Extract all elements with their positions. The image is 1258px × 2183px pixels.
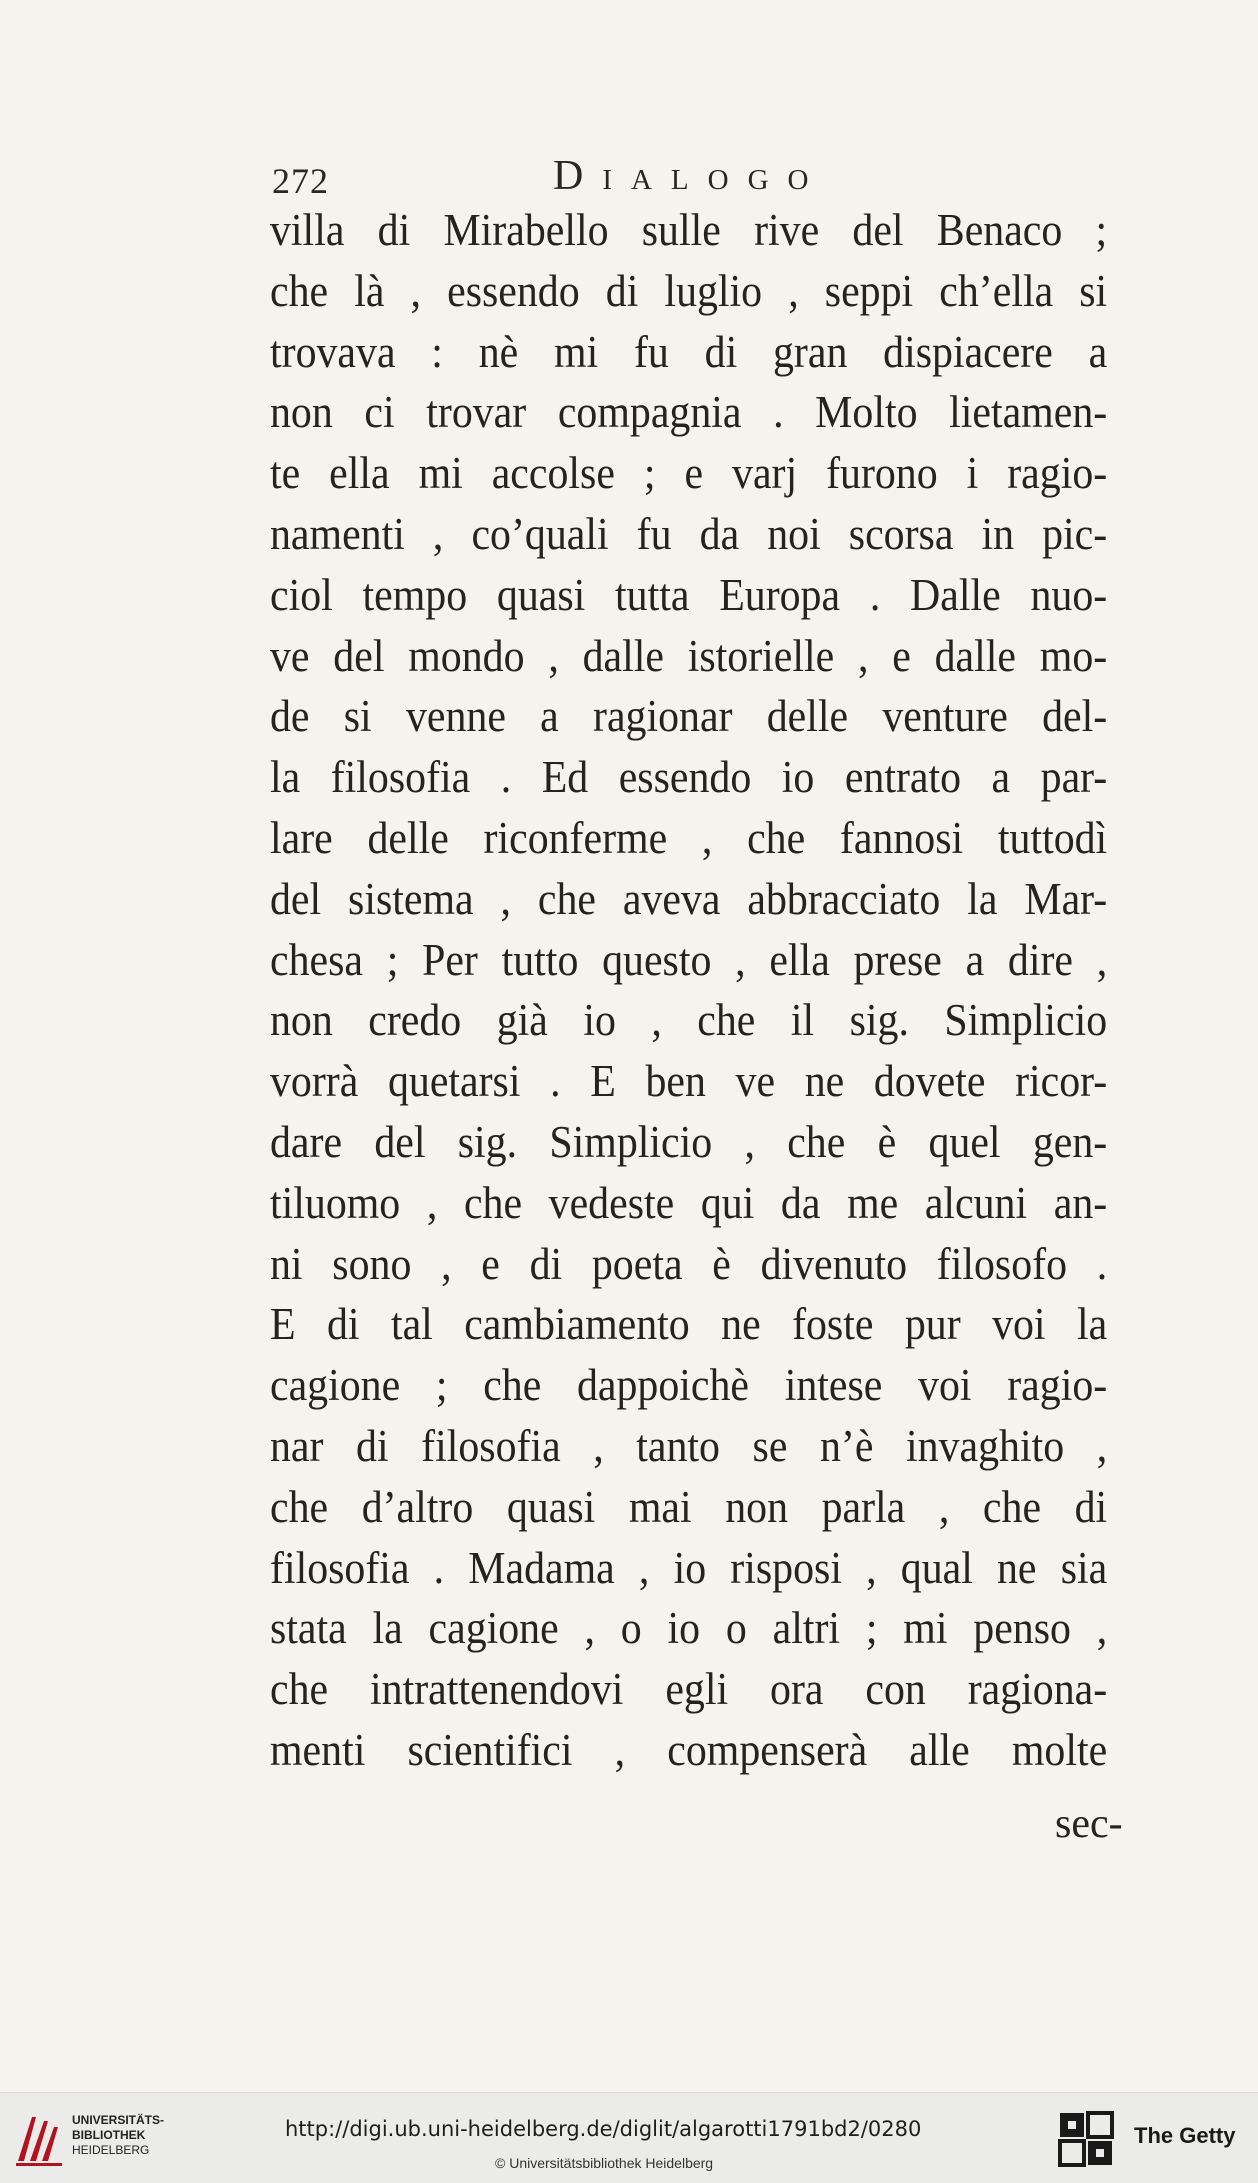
text-line: cagione ; che dappoichè intese voi ragio- [270, 1359, 1108, 1411]
body-text [270, 200, 1180, 1781]
copyright-notice: © Universitätsbibliothek Heidelberg [495, 2155, 714, 2171]
text-line: filosofia . Madama , io risposi , qual ne sia [270, 1541, 1108, 1593]
text-line: chesa ; Per tutto questo , ella prese a dire , [270, 933, 1108, 985]
text-line: E di tal cambiamento ne foste pur voi la [270, 1298, 1108, 1350]
text-line: namenti , co’quali fu da noi scorsa in pic- [270, 507, 1108, 559]
library-name [72, 2113, 164, 2158]
library-name-line: BIBLIOTHEK [72, 2128, 146, 2142]
text-line: stata la cagione , o io o altri ; mi penso , [270, 1602, 1108, 1654]
page-number: 272 [272, 161, 329, 201]
text-line: nar di filosofia , tanto se n’è invaghito , [270, 1419, 1108, 1471]
text-line: ni sono , e di poeta è divenuto filosofo . [270, 1237, 1108, 1289]
text-line: te ella mi accolse ; e varj furono i ragio- [270, 447, 1108, 499]
text-line: non credo già io , che il sig. Simplicio [270, 994, 1108, 1046]
getty-logo-icon[interactable] [1058, 2111, 1114, 2167]
text-line: la filosofia . Ed essendo io entrato a par- [270, 751, 1108, 803]
library-name-line: UNIVERSITÄTS- [72, 2113, 165, 2127]
text-line: tiluomo , che vedeste qui da me alcuni an- [270, 1176, 1108, 1228]
running-title: Dialogo [553, 153, 828, 199]
text-line: dare del sig. Simplicio , che è quel gen- [270, 1115, 1108, 1167]
text-line: menti scientifici , compenserà alle molte [270, 1723, 1108, 1775]
footer-bar [0, 2092, 1258, 2183]
text-line: vorrà quetarsi . E ben ve ne dovete ricor- [270, 1055, 1108, 1107]
text-line: villa di Mirabello sulle rive del Benaco ; [270, 204, 1108, 255]
text-line: trovava : nè mi fu di gran dispiacere a [270, 325, 1108, 377]
text-line: che là , essendo di luglio , seppi ch’ella si [270, 264, 1108, 316]
text-line: ve del mondo , dalle istorielle , e dalle mo- [270, 629, 1108, 681]
partner-name: The Getty [1134, 2123, 1236, 2148]
text-line: che d’altro quasi mai non parla , che di [270, 1480, 1108, 1532]
text-line: lare delle riconferme , che fannosi tuttodì [270, 811, 1108, 863]
text-line: che intrattenendovi egli ora con ragiona- [270, 1663, 1108, 1715]
text-line: de si venne a ragionar delle venture del- [270, 690, 1108, 742]
permalink-url[interactable]: http://digi.ub.uni-heidelberg.de/diglit/algarotti1791bd2/0280 [285, 2117, 922, 2141]
text-line: non ci trovar compagnia . Molto lietamen- [270, 386, 1108, 438]
text-line: del sistema , che aveva abbracciato la Mar- [270, 872, 1108, 924]
library-logo-icon[interactable] [10, 2107, 70, 2169]
text-line: ciol tempo quasi tutta Europa . Dalle nuo- [270, 568, 1108, 620]
catchword: sec- [1055, 1801, 1123, 1847]
library-name-line: HEIDELBERG [72, 2143, 150, 2157]
